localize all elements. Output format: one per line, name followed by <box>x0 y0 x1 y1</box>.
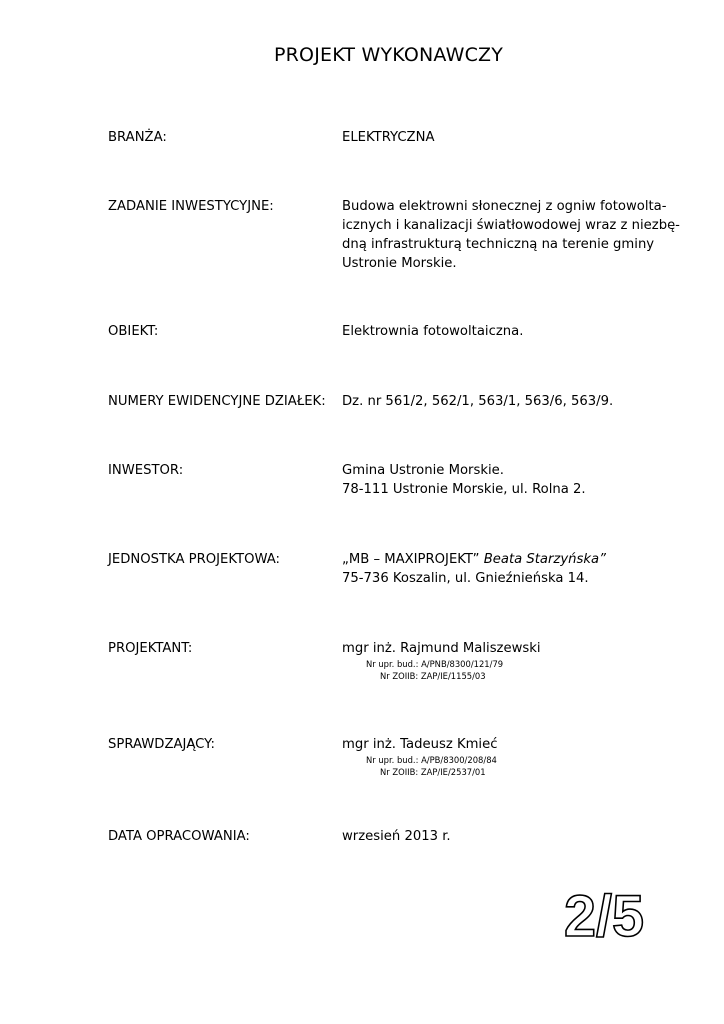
sprawdzajacy-name: mgr inż. Tadeusz Kmieć <box>342 737 498 752</box>
jednostka-address: 75-736 Koszalin, ul. Gnieźnieńska 14. <box>342 571 589 586</box>
jednostka-person: Beata Starzyńska” <box>483 552 606 567</box>
zadanie-line: Budowa elektrowni słonecznej z ogniw fotowolta- <box>342 199 667 214</box>
obiekt-value <box>342 322 687 341</box>
projektant-license: Nr upr. bud.: A/PNB/8300/121/79 <box>366 659 504 669</box>
projektant-label: PROJEKTANT: <box>108 641 193 656</box>
projektant-value <box>342 639 687 682</box>
branza-label: BRANŻA: <box>108 130 167 145</box>
numery-value <box>342 392 687 411</box>
projektant-name: mgr inż. Rajmund Maliszewski <box>342 641 541 656</box>
sprawdzajacy-value <box>342 735 687 778</box>
branza-text: ELEKTRYCZNA <box>342 130 435 145</box>
obiekt-text: Elektrownia fotowoltaiczna. <box>342 324 524 339</box>
inwestor-address: 78-111 Ustronie Morskie, ul. Rolna 2. <box>342 482 586 497</box>
zadanie-line: icznych i kanalizacji światłowodowej wraz z niezbę- <box>342 218 680 233</box>
data-text: wrzesień 2013 r. <box>342 829 451 844</box>
page-number <box>560 880 650 950</box>
page-title: PROJEKT WYKONAWCZY <box>274 44 504 66</box>
numery-text: Dz. nr 561/2, 562/1, 563/1, 563/6, 563/9. <box>342 394 614 409</box>
zadanie-line: Ustronie Morskie. <box>342 256 457 271</box>
obiekt-label: OBIEKT: <box>108 324 159 339</box>
data-value <box>342 827 687 846</box>
inwestor-name: Gmina Ustronie Morskie. <box>342 463 504 478</box>
page-number-text: 2/5 <box>564 884 644 949</box>
sprawdzajacy-label: SPRAWDZAJĄCY: <box>108 737 215 752</box>
jednostka-company-line <box>342 550 687 569</box>
inwestor-value <box>342 461 687 499</box>
sprawdzajacy-zoiib: Nr ZOIIB: ZAP/IE/2537/01 <box>380 767 486 777</box>
numery-label: NUMERY EWIDENCYJNE DZIAŁEK: <box>108 394 326 409</box>
projektant-zoiib: Nr ZOIIB: ZAP/IE/1155/03 <box>380 671 486 681</box>
branza-value <box>342 128 687 147</box>
inwestor-label: INWESTOR: <box>108 463 184 478</box>
zadanie-label: ZADANIE INWESTYCYJNE: <box>108 199 274 214</box>
sprawdzajacy-license: Nr upr. bud.: A/PB/8300/208/84 <box>366 755 497 765</box>
zadanie-value <box>342 197 687 273</box>
data-label: DATA OPRACOWANIA: <box>108 829 250 844</box>
jednostka-label: JEDNOSTKA PROJEKTOWA: <box>108 552 281 567</box>
zadanie-line: dną infrastrukturą techniczną na terenie gminy <box>342 237 655 252</box>
jednostka-company: „MB – MAXIPROJEKT” <box>342 552 480 567</box>
jednostka-value <box>342 550 687 588</box>
